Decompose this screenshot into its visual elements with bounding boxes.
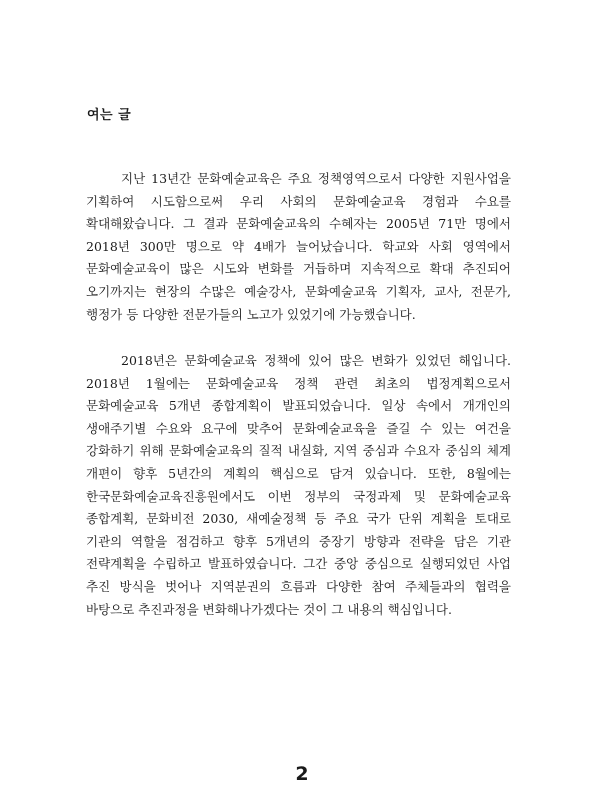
page-number: 2 [295,763,309,785]
paragraph-2: 2018년은 문화예술교육 정책에 있어 많은 변화가 있었던 해입니다. 2018년 1월에는 문화예술교육 정책 관련 최초의 법정계획으로서 문화예술교육 5개년 종합계획이 발표되었습니다. 일상 속에서 개개인의 생애주기별 수요와 요구에 맞추어 문화예술교육을 즐길 수 있는 여건을 강화하기 위해 문화예술교육의 질적 내실화, 지역 중심과 수요자 중심의 체계 개편이 향후 5년간의 계획의 핵심으로 담겨 있습니다. 또한, 8월에는 한국문화예술교육진흥원에서도 이번 정부의 국정과제 및 문화예술교육 종합계획, 문화비전 2030, 새예술정책 등 주요 국가 단위 계획을 토대로 기관의 역할을 점검하고 향후 5개년의 중장기 방향과 전략을 담은 기관 전략계획을 수립하고 발표하였습니다. 그간 중앙 중심으로 실행되었던 사업 추진 방식을 벗어나 지역분권의 흐름과 다양한 참여 주체들과의 협력을 바탕으로 추진과정을 변화해나가겠다는 것이 그 내용의 핵심입니다. [86,353,511,617]
section-heading: 여는 글 [87,108,132,123]
paragraph-1: 지난 13년간 문화예술교육은 주요 정책영역으로서 다양한 지원사업을 기획하여 시도함으로써 우리 사회의 문화예술교육 경험과 수요를 확대해왔습니다. 그 결과 문화예술교육의 수혜자는 2005년 71만 명에서 2018년 300만 명으로 약 4배가 늘어났습니다. 학교와 사회 영역에서 문화예술교육이 많은 시도와 변화를 거듭하며 지속적으로 확대 추진되어 오기까지는 현장의 수많은 예술강사, 문화예술교육 기획자, 교사, 전문가, 행정가 등 다양한 전문가들의 노고가 있었기에 가능했습니다. [86,171,511,322]
